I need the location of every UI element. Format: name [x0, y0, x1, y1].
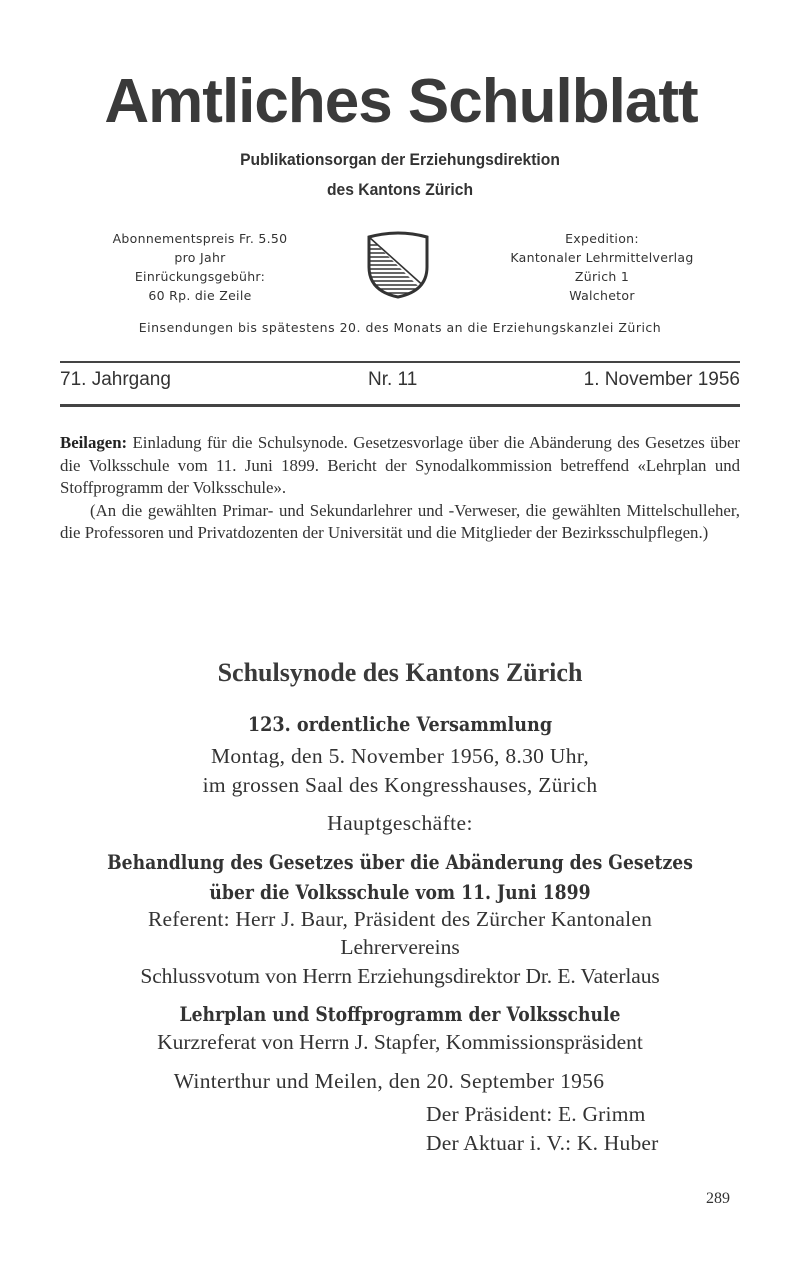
info-line: Expedition: — [565, 231, 639, 246]
masthead-subtitle-1: Publikationsorgan der Erziehungsdirektion — [240, 150, 560, 169]
page-number: 289 — [706, 1190, 730, 1207]
info-line: Abonnementspreis Fr. 5.50 — [112, 231, 288, 246]
referent-line-1: Referent: Herr J. Baur, Präsident des Zürcher Kantonalen — [147, 907, 653, 931]
enclosures-label: Beilagen: — [60, 433, 128, 452]
place-date: Winterthur und Meilen, den 20. September 1956 — [173, 1069, 605, 1093]
info-line: Walchetor — [569, 288, 635, 303]
submission-notice: Einsendungen bis spätestens 20. des Monats an die Erziehungskanzlei Zürich — [138, 320, 662, 335]
info-line: Kantonaler Lehrmittelverlag — [510, 250, 694, 265]
expedition-info — [472, 229, 732, 305]
enclosures-note: (An die gewählten Primar- und Sekundarlehrer und -Verweser, die gewählten Mittelschulleher, die Professoren und Privatdozenten der Universität und die Mitglieder der Bezirksschulpflegen.) — [60, 500, 740, 542]
enclosures-text: Einladung für die Schulsynode. Gesetzesvorlage über die Abänderung des Gesetzes über die Volksschule vom 11. Juni 1899. Bericht der Synodalkommission betreffend «Lehrplan und Stoffprogramm der Volksschule». — [60, 433, 740, 497]
issue-date: 1. November 1956 — [583, 369, 740, 390]
info-line: 60 Rp. die Zeile — [148, 288, 252, 303]
issue-number: Nr. 11 — [368, 369, 418, 390]
assembly-place: im grossen Saal des Kongresshauses, Zürich — [202, 773, 598, 797]
enclosures-paragraph — [60, 432, 740, 545]
announcement-heading: Schulsynode des Kantons Zürich — [217, 658, 583, 687]
referent-line-2: Lehrervereins — [340, 935, 460, 959]
zurich-coat-of-arms-icon — [365, 229, 431, 299]
masthead-title: Amtliches Schulblatt — [104, 67, 698, 136]
info-line: Einrückungsgebühr: — [134, 269, 266, 284]
subscription-info — [70, 229, 330, 305]
agenda-item-2: Lehrplan und Stoffprogramm der Volksschule — [179, 1002, 621, 1026]
agenda-item-2-speaker: Kurzreferat von Herrn J. Stapfer, Kommissionspräsident — [157, 1030, 643, 1054]
masthead-subtitle-2: des Kantons Zürich — [327, 180, 473, 199]
divider — [60, 361, 740, 363]
agenda-item-1-line-1: Behandlung des Gesetzes über die Abänderung des Gesetzes — [107, 850, 693, 874]
volume: 71. Jahrgang — [60, 369, 171, 390]
closing-vote: Schlussvotum von Herrn Erziehungsdirektor Dr. E. Vaterlaus — [140, 964, 660, 988]
info-line: pro Jahr — [174, 250, 226, 265]
info-line: Zürich 1 — [574, 269, 630, 284]
divider — [60, 404, 740, 407]
main-business-label: Hauptgeschäfte: — [327, 811, 473, 835]
assembly-date: Montag, den 5. November 1956, 8.30 Uhr, — [210, 744, 590, 768]
issue-bar — [60, 369, 740, 397]
agenda-item-1-line-2: über die Volksschule vom 11. Juni 1899 — [209, 880, 591, 904]
signature-president: Der Präsident: E. Grimm — [426, 1102, 646, 1126]
signature-actuary: Der Aktuar i. V.: K. Huber — [426, 1131, 659, 1155]
assembly-title: 123. ordentliche Versammlung — [247, 712, 553, 736]
